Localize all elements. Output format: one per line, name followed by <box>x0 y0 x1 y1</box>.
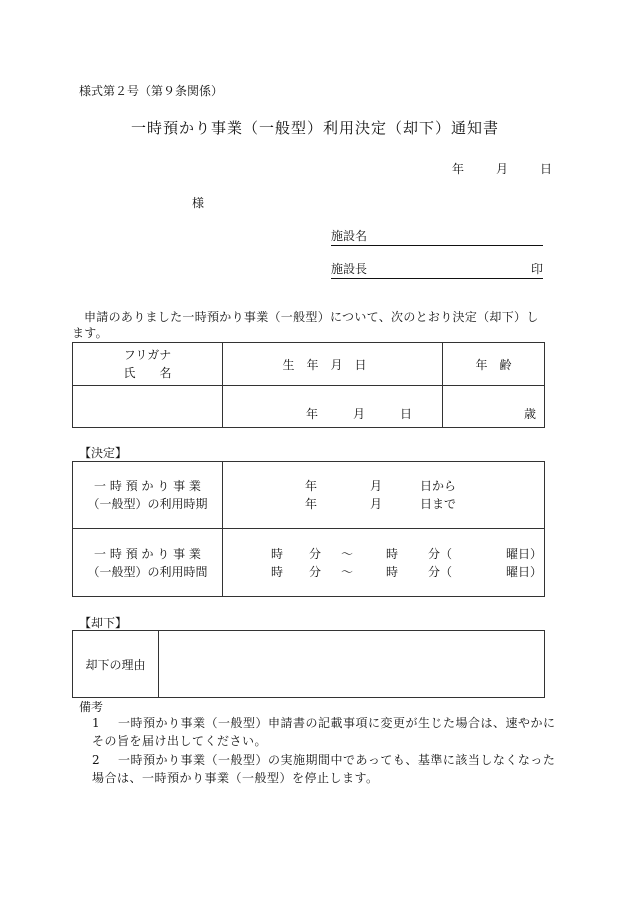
age-label: 年 齢 <box>475 357 512 372</box>
date-year-label: 年 <box>452 162 465 176</box>
document-title: 一時預かり事業（一般型）利用決定（却下）通知書 <box>130 119 499 137</box>
time2-tilde: ～ <box>341 564 354 579</box>
time2-hour: 時 <box>271 564 284 579</box>
reason-value-cell <box>159 631 545 698</box>
facility-name-field <box>331 227 543 246</box>
note-number: 1 <box>92 716 101 730</box>
lead-paragraph: 申請のありました一時預かり事業（一般型）について、次のとおり決定（却下）します。 <box>72 310 539 340</box>
time1-hour: 時 <box>271 546 284 561</box>
time1-hour2: 時 <box>386 546 399 561</box>
name-header-cell <box>73 343 223 386</box>
furigana-label: フリガナ <box>123 348 172 362</box>
from-month: 月 <box>370 479 383 493</box>
notes-title: 備考 <box>79 700 104 714</box>
birth-month-unit: 月 <box>352 407 365 421</box>
birth-year-unit: 年 <box>305 407 318 421</box>
note-item <box>92 714 562 750</box>
birth-header-cell <box>223 343 443 386</box>
time-label-line1: 一 時 預 か り 事 業 <box>94 546 201 561</box>
form-number: 様式第２号（第９条関係） <box>79 84 224 98</box>
issue-date <box>452 160 552 177</box>
applicant-table <box>72 342 545 428</box>
note-text: 一時預かり事業（一般型）申請書の記載事項に変更が生じた場合は、速やかにその旨を届け出してください。 <box>92 716 556 748</box>
age-unit: 歳 <box>523 407 536 421</box>
time-label-cell <box>73 529 223 597</box>
date-month-label: 月 <box>495 162 508 176</box>
reason-label: 却下の理由 <box>85 657 146 672</box>
age-value-cell <box>443 386 545 428</box>
facility-head-field <box>331 260 543 279</box>
age-header-cell <box>443 343 545 386</box>
note-number: 2 <box>92 753 101 767</box>
date-day-label: 日 <box>539 162 552 176</box>
facility-name-label: 施設名 <box>331 229 368 243</box>
time-label-line2: （一般型）の利用時間 <box>87 564 208 579</box>
decision-table <box>72 461 545 597</box>
to-month: 月 <box>370 497 383 511</box>
name-label: 氏 名 <box>123 366 172 380</box>
decision-section-label: 【決定】 <box>79 446 128 460</box>
time1-minute: 分 <box>309 546 322 561</box>
birth-label: 生 年 月 日 <box>282 357 367 372</box>
to-day: 日まで <box>420 497 457 511</box>
facility-head-label: 施設長 <box>331 262 368 276</box>
time1-minute2: 分（ <box>428 546 453 561</box>
birth-value-cell <box>223 386 443 428</box>
name-value-cell <box>73 386 223 428</box>
period-label-cell <box>73 462 223 529</box>
time2-minute: 分 <box>309 564 322 579</box>
time1-tilde: ～ <box>341 546 354 561</box>
time2-hour2: 時 <box>386 564 399 579</box>
time-value-cell <box>223 529 545 597</box>
from-year: 年 <box>305 479 318 493</box>
time2-weekday: 曜日） <box>506 564 543 579</box>
time1-weekday: 曜日） <box>506 546 543 561</box>
seal-mark: 印 <box>530 262 543 276</box>
period-label-line2: （一般型）の利用時期 <box>87 497 208 511</box>
birth-day-unit: 日 <box>399 407 412 421</box>
from-day: 日から <box>420 479 457 493</box>
rejection-section-label: 【却下】 <box>79 616 128 630</box>
time2-minute2: 分（ <box>428 564 453 579</box>
note-item <box>92 751 562 787</box>
recipient-suffix: 様 <box>192 196 205 210</box>
to-year: 年 <box>305 497 318 511</box>
note-text: 一時預かり事業（一般型）の実施期間中であっても、基準に該当しなくなった場合は、一時預かり事業（一般型）を停止します。 <box>92 753 556 785</box>
reason-label-cell <box>73 631 159 698</box>
rejection-table <box>72 630 545 698</box>
period-label-line1: 一 時 預 か り 事 業 <box>94 479 201 493</box>
period-value-cell <box>223 462 545 529</box>
